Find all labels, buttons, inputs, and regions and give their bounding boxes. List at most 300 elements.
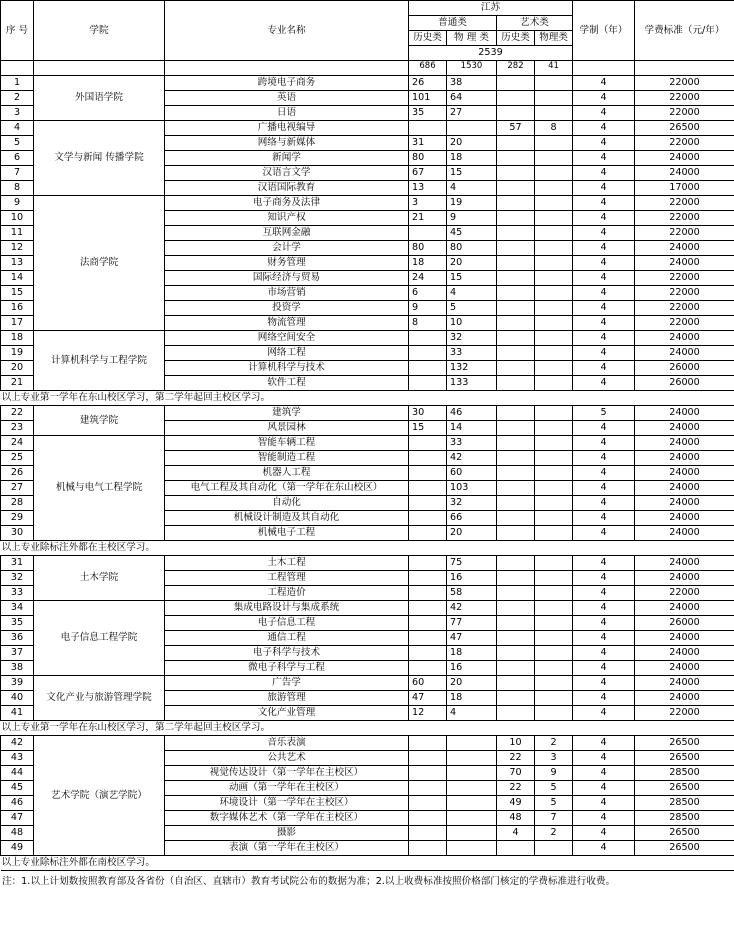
art-physics-count: [535, 586, 573, 601]
header-general: 普通类: [409, 16, 497, 31]
art-physics-count: [535, 361, 573, 376]
row-index: 34: [1, 601, 34, 616]
tuition-fee: 26000: [635, 376, 734, 391]
physics-count: 42: [447, 451, 497, 466]
major-name: 工程造价: [165, 586, 409, 601]
art-history-count: [497, 151, 535, 166]
art-physics-count: 9: [535, 766, 573, 781]
tuition-fee: 24000: [635, 526, 734, 541]
tuition-fee: 26500: [635, 781, 734, 796]
history-count: 15: [409, 421, 447, 436]
tuition-fee: 24000: [635, 451, 734, 466]
art-history-count: [497, 316, 535, 331]
college-name: 机械与电气工程学院: [34, 436, 165, 541]
tuition-fee: 22000: [635, 211, 734, 226]
art-physics-count: [535, 436, 573, 451]
study-years: 4: [573, 301, 635, 316]
row-index: 5: [1, 136, 34, 151]
art-physics-count: [535, 106, 573, 121]
tuition-fee: 24000: [635, 556, 734, 571]
total-history: 686: [409, 61, 447, 76]
history-count: [409, 616, 447, 631]
art-physics-count: [535, 511, 573, 526]
row-index: 45: [1, 781, 34, 796]
major-name: 电子科学与技术: [165, 646, 409, 661]
tuition-fee: 24000: [635, 166, 734, 181]
major-name: 动画（第一学年在主校区）: [165, 781, 409, 796]
major-name: 电气工程及其自动化（第一学年在东山校区）: [165, 481, 409, 496]
tuition-fee: 22000: [635, 706, 734, 721]
study-years: 4: [573, 181, 635, 196]
art-history-count: [497, 526, 535, 541]
art-history-count: 10: [497, 736, 535, 751]
art-history-count: [497, 211, 535, 226]
art-history-count: [497, 136, 535, 151]
campus-note: 以上专业除标注外都在南校区学习。: [1, 856, 734, 871]
row-index: 28: [1, 496, 34, 511]
row-index: 38: [1, 661, 34, 676]
college-name: 外国语学院: [34, 76, 165, 121]
major-name: 机械电子工程: [165, 526, 409, 541]
art-physics-count: [535, 646, 573, 661]
history-count: [409, 841, 447, 856]
major-name: 旅游管理: [165, 691, 409, 706]
art-physics-count: [535, 466, 573, 481]
art-history-count: [497, 646, 535, 661]
history-count: [409, 646, 447, 661]
art-physics-count: [535, 676, 573, 691]
major-name: 广告学: [165, 676, 409, 691]
art-physics-count: [535, 616, 573, 631]
history-count: [409, 466, 447, 481]
row-index: 24: [1, 436, 34, 451]
major-name: 数字媒体艺术（第一学年在主校区）: [165, 811, 409, 826]
history-count: [409, 361, 447, 376]
study-years: 4: [573, 676, 635, 691]
study-years: 4: [573, 256, 635, 271]
art-history-count: [497, 571, 535, 586]
tuition-fee: 26500: [635, 826, 734, 841]
tuition-fee: 22000: [635, 136, 734, 151]
history-count: 24: [409, 271, 447, 286]
art-physics-count: [535, 496, 573, 511]
major-name: 通信工程: [165, 631, 409, 646]
history-count: 6: [409, 286, 447, 301]
history-count: [409, 586, 447, 601]
header-blank: [1, 61, 34, 76]
header-blank: [34, 61, 165, 76]
physics-count: 80: [447, 241, 497, 256]
art-history-count: [497, 691, 535, 706]
row-index: 23: [1, 421, 34, 436]
study-years: 4: [573, 106, 635, 121]
art-physics-count: [535, 601, 573, 616]
history-count: 26: [409, 76, 447, 91]
art-physics-count: [535, 691, 573, 706]
campus-note-row: [1, 721, 734, 736]
tuition-fee: 26500: [635, 751, 734, 766]
art-physics-count: 5: [535, 796, 573, 811]
art-history-count: [497, 346, 535, 361]
row-index: 14: [1, 271, 34, 286]
header-years: 学制（年）: [573, 1, 635, 61]
physics-count: 20: [447, 676, 497, 691]
major-name: 表演（第一学年在主校区）: [165, 841, 409, 856]
study-years: 4: [573, 841, 635, 856]
art-physics-count: [535, 91, 573, 106]
art-physics-count: [535, 241, 573, 256]
header-fee: 学费标准（元/年）: [635, 1, 734, 61]
art-history-count: [497, 76, 535, 91]
row-index: 21: [1, 376, 34, 391]
physics-count: 4: [447, 706, 497, 721]
footer-note: 注：1.以上计划数按照教育部及各省份（自治区、直辖市）教育考试院公布的数据为准；2.以上收费标准按照价格部门核定的学费标准进行收费。: [2, 876, 616, 887]
tuition-fee: 24000: [635, 646, 734, 661]
history-count: [409, 346, 447, 361]
major-name: 财务管理: [165, 256, 409, 271]
major-name: 视觉传达设计（第一学年在主校区）: [165, 766, 409, 781]
art-history-count: 22: [497, 781, 535, 796]
art-history-count: 4: [497, 826, 535, 841]
campus-note-row: [1, 391, 734, 406]
physics-count: 9: [447, 211, 497, 226]
study-years: 4: [573, 811, 635, 826]
major-name: 跨境电子商务: [165, 76, 409, 91]
college-name: 电子信息工程学院: [34, 601, 165, 676]
art-physics-count: [535, 181, 573, 196]
physics-count: 32: [447, 496, 497, 511]
art-history-count: [497, 241, 535, 256]
major-name: 新闻学: [165, 151, 409, 166]
history-count: 9: [409, 301, 447, 316]
row-index: 44: [1, 766, 34, 781]
history-count: 31: [409, 136, 447, 151]
study-years: 4: [573, 586, 635, 601]
physics-count: [447, 826, 497, 841]
major-name: 自动化: [165, 496, 409, 511]
art-history-count: [497, 631, 535, 646]
campus-note: 以上专业第一学年在东山校区学习，第二学年起回主校区学习。: [1, 721, 734, 736]
major-name: 公共艺术: [165, 751, 409, 766]
major-name: 日语: [165, 106, 409, 121]
tuition-fee: 24000: [635, 466, 734, 481]
study-years: 4: [573, 481, 635, 496]
history-count: [409, 331, 447, 346]
college-name: 艺术学院（演艺学院）: [34, 736, 165, 856]
history-count: [409, 571, 447, 586]
history-count: [409, 451, 447, 466]
physics-count: 18: [447, 646, 497, 661]
art-history-count: [497, 376, 535, 391]
row-index: 19: [1, 346, 34, 361]
physics-count: 16: [447, 661, 497, 676]
study-years: 4: [573, 331, 635, 346]
major-name: 网络空间安全: [165, 331, 409, 346]
major-name: 网络与新媒体: [165, 136, 409, 151]
tuition-fee: 24000: [635, 631, 734, 646]
art-history-count: [497, 361, 535, 376]
tuition-fee: 24000: [635, 346, 734, 361]
physics-count: 19: [447, 196, 497, 211]
history-count: 80: [409, 241, 447, 256]
art-physics-count: [535, 316, 573, 331]
major-name: 环境设计（第一学年在主校区）: [165, 796, 409, 811]
header-blank: [635, 61, 734, 76]
study-years: 4: [573, 631, 635, 646]
physics-count: [447, 736, 497, 751]
header-physics: 物 理 类: [447, 31, 497, 46]
art-physics-count: [535, 346, 573, 361]
total-physics: 1530: [447, 61, 497, 76]
study-years: 5: [573, 406, 635, 421]
tuition-fee: 26000: [635, 616, 734, 631]
row-index: 1: [1, 76, 34, 91]
campus-note-row: [1, 541, 734, 556]
tuition-fee: 24000: [635, 436, 734, 451]
art-physics-count: [535, 406, 573, 421]
physics-count: [447, 841, 497, 856]
row-index: 4: [1, 121, 34, 136]
history-count: [409, 751, 447, 766]
history-count: 101: [409, 91, 447, 106]
tuition-fee: 24000: [635, 511, 734, 526]
study-years: 4: [573, 616, 635, 631]
study-years: 4: [573, 466, 635, 481]
physics-count: 14: [447, 421, 497, 436]
history-count: [409, 376, 447, 391]
study-years: 4: [573, 751, 635, 766]
study-years: 4: [573, 241, 635, 256]
major-name: 汉语言文学: [165, 166, 409, 181]
history-count: [409, 796, 447, 811]
tuition-fee: 17000: [635, 181, 734, 196]
table-row: [1, 121, 734, 136]
row-index: 15: [1, 286, 34, 301]
row-index: 2: [1, 91, 34, 106]
physics-count: 132: [447, 361, 497, 376]
history-count: [409, 661, 447, 676]
physics-count: 20: [447, 526, 497, 541]
row-index: 12: [1, 241, 34, 256]
study-years: 4: [573, 226, 635, 241]
art-physics-count: [535, 706, 573, 721]
table-row: [1, 76, 734, 91]
study-years: 4: [573, 496, 635, 511]
physics-count: 15: [447, 166, 497, 181]
history-count: [409, 601, 447, 616]
study-years: 4: [573, 376, 635, 391]
history-count: 80: [409, 151, 447, 166]
study-years: 4: [573, 571, 635, 586]
row-index: 3: [1, 106, 34, 121]
row-index: 33: [1, 586, 34, 601]
table-row: [1, 736, 734, 751]
physics-count: [447, 811, 497, 826]
tuition-fee: 24000: [635, 421, 734, 436]
study-years: 4: [573, 91, 635, 106]
physics-count: 32: [447, 331, 497, 346]
tuition-fee: 24000: [635, 481, 734, 496]
art-physics-count: [535, 421, 573, 436]
college-name: 建筑学院: [34, 406, 165, 436]
study-years: 4: [573, 151, 635, 166]
history-count: [409, 631, 447, 646]
art-physics-count: [535, 301, 573, 316]
art-history-count: [497, 406, 535, 421]
tuition-fee: 24000: [635, 676, 734, 691]
physics-count: 45: [447, 226, 497, 241]
header-art-physics: 物理类: [535, 31, 573, 46]
art-history-count: [497, 496, 535, 511]
physics-count: 133: [447, 376, 497, 391]
header-index: 序 号: [1, 1, 34, 61]
major-name: 电子信息工程: [165, 616, 409, 631]
major-name: 汉语国际教育: [165, 181, 409, 196]
history-count: [409, 496, 447, 511]
header-blank: [165, 61, 409, 76]
tuition-fee: 22000: [635, 286, 734, 301]
art-history-count: [497, 91, 535, 106]
major-name: 计算机科学与技术: [165, 361, 409, 376]
row-index: 26: [1, 466, 34, 481]
art-physics-count: [535, 571, 573, 586]
row-index: 42: [1, 736, 34, 751]
physics-count: [447, 751, 497, 766]
study-years: 4: [573, 361, 635, 376]
row-index: 40: [1, 691, 34, 706]
header-major: 专业名称: [165, 1, 409, 61]
physics-count: 46: [447, 406, 497, 421]
art-physics-count: [535, 196, 573, 211]
physics-count: 18: [447, 151, 497, 166]
art-physics-count: [535, 271, 573, 286]
row-index: 32: [1, 571, 34, 586]
row-index: 43: [1, 751, 34, 766]
study-years: 4: [573, 316, 635, 331]
history-count: 35: [409, 106, 447, 121]
row-index: 37: [1, 646, 34, 661]
major-name: 广播电视编导: [165, 121, 409, 136]
physics-count: 60: [447, 466, 497, 481]
row-index: 41: [1, 706, 34, 721]
study-years: 4: [573, 646, 635, 661]
header-total: 2539: [409, 46, 573, 61]
campus-note-row: [1, 856, 734, 871]
study-years: 4: [573, 796, 635, 811]
row-index: 9: [1, 196, 34, 211]
history-count: [409, 526, 447, 541]
study-years: 4: [573, 736, 635, 751]
history-count: [409, 766, 447, 781]
row-index: 29: [1, 511, 34, 526]
tuition-fee: 24000: [635, 601, 734, 616]
art-history-count: [497, 466, 535, 481]
tuition-fee: 28500: [635, 766, 734, 781]
row-index: 8: [1, 181, 34, 196]
major-name: 微电子科学与工程: [165, 661, 409, 676]
total-art-physics: 41: [535, 61, 573, 76]
total-art-history: 282: [497, 61, 535, 76]
row-index: 7: [1, 166, 34, 181]
tuition-fee: 24000: [635, 406, 734, 421]
history-count: 13: [409, 181, 447, 196]
art-history-count: [497, 706, 535, 721]
tuition-fee: 22000: [635, 76, 734, 91]
art-history-count: [497, 841, 535, 856]
major-name: 会计学: [165, 241, 409, 256]
row-index: 39: [1, 676, 34, 691]
row-index: 49: [1, 841, 34, 856]
major-name: 建筑学: [165, 406, 409, 421]
tuition-fee: 22000: [635, 106, 734, 121]
campus-note: 以上专业除标注外都在主校区学习。: [1, 541, 734, 556]
row-index: 6: [1, 151, 34, 166]
history-count: 21: [409, 211, 447, 226]
physics-count: 15: [447, 271, 497, 286]
art-history-count: [497, 286, 535, 301]
physics-count: 5: [447, 301, 497, 316]
tuition-fee: 22000: [635, 271, 734, 286]
history-count: [409, 511, 447, 526]
art-history-count: [497, 181, 535, 196]
major-name: 国际经济与贸易: [165, 271, 409, 286]
table-row: [1, 406, 734, 421]
tuition-fee: 26000: [635, 361, 734, 376]
history-count: [409, 781, 447, 796]
study-years: 4: [573, 601, 635, 616]
tuition-fee: 28500: [635, 811, 734, 826]
art-history-count: 22: [497, 751, 535, 766]
art-history-count: [497, 586, 535, 601]
major-name: 工程管理: [165, 571, 409, 586]
art-physics-count: 7: [535, 811, 573, 826]
art-physics-count: [535, 286, 573, 301]
major-name: 集成电路设计与集成系统: [165, 601, 409, 616]
tuition-fee: 22000: [635, 301, 734, 316]
art-physics-count: [535, 526, 573, 541]
table-row: [1, 676, 734, 691]
major-name: 知识产权: [165, 211, 409, 226]
study-years: 4: [573, 121, 635, 136]
tuition-fee: 24000: [635, 661, 734, 676]
art-history-count: [497, 226, 535, 241]
major-name: 文化产业管理: [165, 706, 409, 721]
row-index: 22: [1, 406, 34, 421]
table-row: [1, 601, 734, 616]
tuition-fee: 22000: [635, 586, 734, 601]
row-index: 36: [1, 631, 34, 646]
study-years: 4: [573, 511, 635, 526]
physics-count: 20: [447, 256, 497, 271]
row-index: 46: [1, 796, 34, 811]
art-history-count: [497, 676, 535, 691]
row-index: 13: [1, 256, 34, 271]
major-name: 英语: [165, 91, 409, 106]
major-name: 音乐表演: [165, 736, 409, 751]
tuition-fee: 24000: [635, 241, 734, 256]
tuition-fee: 24000: [635, 331, 734, 346]
header-blank: [573, 61, 635, 76]
major-name: 智能车辆工程: [165, 436, 409, 451]
history-count: [409, 436, 447, 451]
header-art-history: 历史类: [497, 31, 535, 46]
major-name: 物流管理: [165, 316, 409, 331]
art-history-count: [497, 601, 535, 616]
table-row: [1, 436, 734, 451]
art-physics-count: [535, 151, 573, 166]
tuition-fee: 24000: [635, 151, 734, 166]
tuition-fee: 24000: [635, 496, 734, 511]
